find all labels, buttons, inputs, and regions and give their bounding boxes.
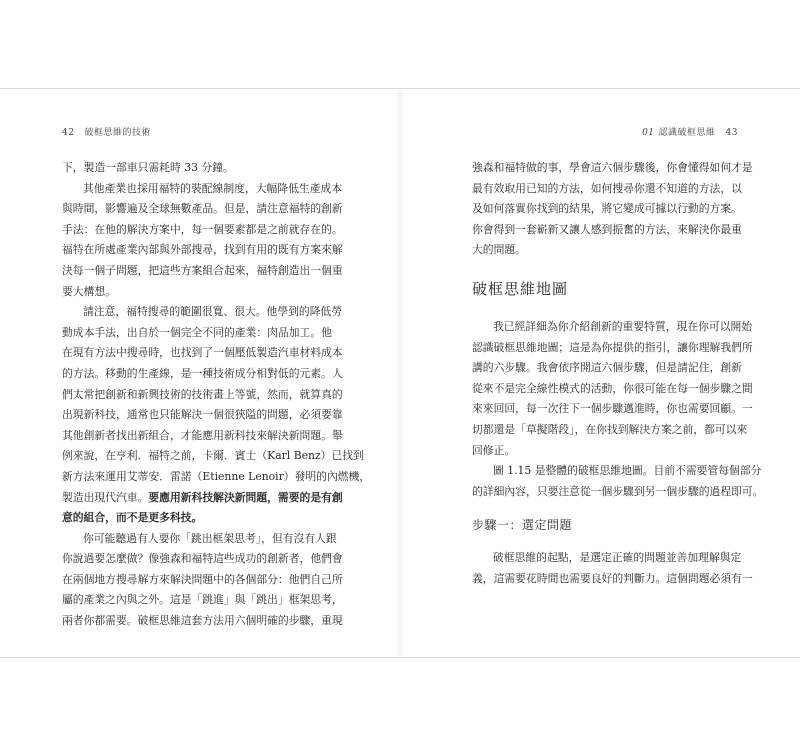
text-line: 決每一個子問題，把這些方案組合起來，福特創造出一個重 <box>62 263 343 277</box>
text-line: 與時間，影響遍及全球無數產品。但是，請注意福特的創新 <box>62 202 343 216</box>
step-heading: 步驟一：選定問題 <box>472 518 573 533</box>
text-line: 你會得到一套嶄新又讓人感到振奮的方法，來解決你最重 <box>472 222 742 236</box>
section-heading: 破框思維地圖 <box>472 279 569 298</box>
text-line: 大的問題。 <box>472 243 526 257</box>
bold-text-segment: 要應用新科技解決新問題，需要的是有創 <box>148 490 343 504</box>
text-line: 在兩個地方搜尋解方來解決問題中的各個部分：他們自己所 <box>62 572 343 586</box>
right-running-head <box>642 125 738 138</box>
text-line: 從來不是完全線性模式的活動，你很可能在每一個步驟之間 <box>472 381 753 395</box>
text-line: 其他產業也採用福特的裝配線制度，大幅降低生產成本 <box>83 181 343 195</box>
text-line: 出現新科技，通常也只能解決一個很狹隘的問題，必須要靠 <box>62 408 343 422</box>
text-line: 手法：在他的解決方案中，每一個要素都是之前就存在的。 <box>62 222 343 236</box>
text-line: 的方法。移動的生產線，是一種技術成分相對低的元素。人 <box>62 366 343 380</box>
text-line: 們太常把創新和新興技術的技術畫上等號，然而，就算真的 <box>62 387 343 401</box>
text-line-emphasis <box>62 488 343 509</box>
text-line: 圖 1.15 是整體的破框思維地圖。目前不需要管每個部分 <box>493 464 762 478</box>
text-line: 其他創新者找出新組合，才能應用新科技來解決新問題。舉 <box>62 428 343 442</box>
text-line: 義，這需要花時間也需要良好的判斷力。這個問題必須有一 <box>472 571 753 585</box>
text-line: 你可能聽過有人要你「跳出框架思考」，但有沒有人跟 <box>83 531 337 545</box>
left-body-text <box>62 158 371 632</box>
text-line: 福特在所處產業內部與外部搜尋，找到有用的既有方案來解 <box>62 243 343 257</box>
right-running-title: 認識破框思維 <box>658 128 716 138</box>
text-line: 你說過要怎麼做？像強森和福特這些成功的創新者，他們會 <box>62 552 343 566</box>
text-line: 認識破框思維地圖；這是為你提供的指引，讓你理解我們所 <box>472 340 753 354</box>
text-line: 例來說，在亨利．福特之前，卡爾．賓士（Karl Benz）已找到 <box>62 449 364 463</box>
left-page <box>0 89 400 657</box>
text-line: 屬的產業之內與之外。這是「跳進」與「跳出」框架思考， <box>62 593 343 607</box>
text-line: 及如何落實你找到的結果，將它變成可據以行動的方案。 <box>472 202 742 216</box>
left-running-title: 破框思維的技術 <box>84 128 151 138</box>
text-line: 破框思維的起點，是選定正確的問題並善加理解與定 <box>493 551 742 565</box>
text-line: 新方法來運用艾蒂安．雷諾（Etienne Lenoir）發明的內燃機， <box>62 469 371 483</box>
text-line-emphasis <box>62 508 330 529</box>
text-segment: 製造出現代汽車。 <box>62 490 149 504</box>
right-page <box>400 89 800 657</box>
text-line: 動成本手法，出自於一個完全不同的產業：肉品加工。他 <box>62 325 332 339</box>
chapter-label: 01 <box>642 128 655 138</box>
text-line: 最有效取用已知的方法，如何搜尋你還不知道的方法，以 <box>472 181 742 195</box>
left-running-head <box>62 125 151 138</box>
left-page-number: 42 <box>62 128 75 138</box>
bold-text-segment: 意的組合，而不是更多科技。 <box>62 511 203 525</box>
text-line: 切都還是「草擬階段」，在你找到解決方案之前，都可以來 <box>472 422 748 436</box>
text-line: 請注意，福特搜尋的範圍很寬、很大。他學到的降低勞 <box>83 305 343 319</box>
text-line: 下，製造一部車只需耗時 33 分鐘。 <box>62 161 234 174</box>
text-line: 回修正。 <box>472 443 516 457</box>
right-body-text <box>472 158 764 590</box>
text-line: 要大構想。 <box>62 284 116 298</box>
right-page-number: 43 <box>725 128 738 138</box>
text-line: 我已經詳細為你介紹創新的重要特質，現在你可以開始 <box>493 319 753 333</box>
text-line: 在現有方法中搜尋時，也找到了一個壓低製造汽車材料成本 <box>62 346 343 360</box>
text-line: 兩者你都需要。破框思維這套方法用六個明確的步驟，重現 <box>62 614 343 628</box>
text-line: 來來回回，每一次往下一個步驟邁進時，你也需要回顧。一 <box>472 402 753 416</box>
book-spread <box>0 88 800 658</box>
text-line: 講的六步驟。我會依序開這六個步驟，但是請記住，創新 <box>472 361 742 375</box>
text-line: 的詳細內容，只要注意從一個步驟到另一個步驟的過程即可。 <box>472 484 764 498</box>
text-line: 強森和福特做的事，學會這六個步驟後，你會懂得如何才是 <box>472 161 753 174</box>
